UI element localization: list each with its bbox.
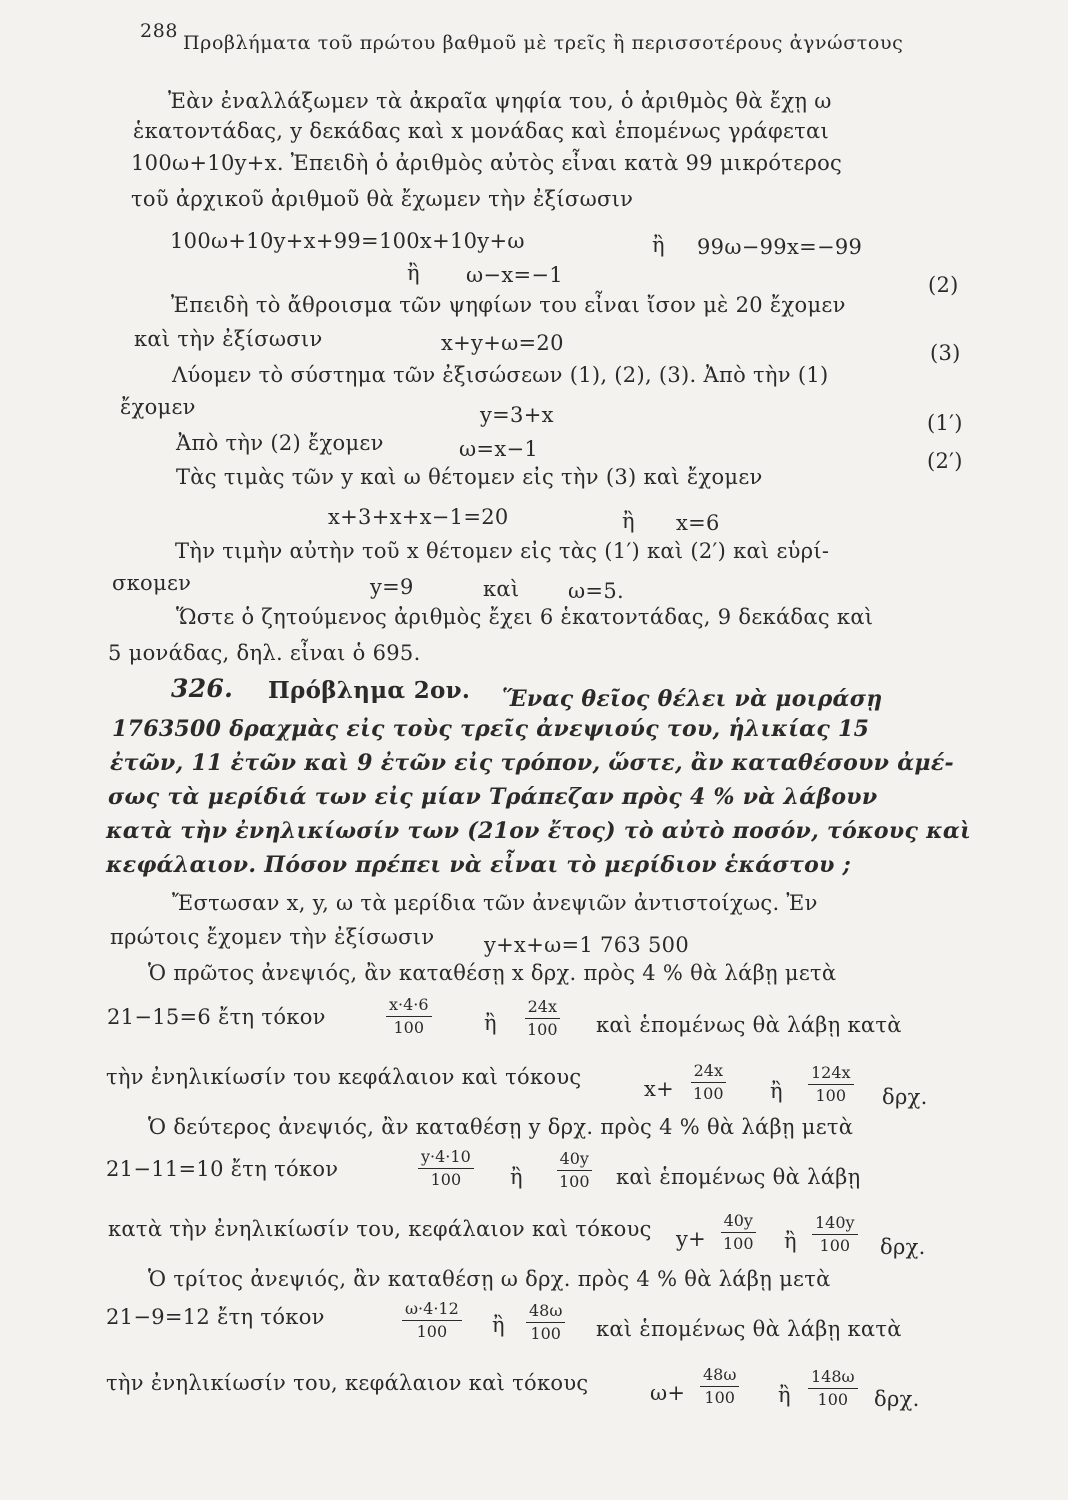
numerator: 40y <box>721 1212 756 1233</box>
text-line: 21−11=10 ἔτη τόκον <box>106 1157 339 1181</box>
text-line: 100ω+10y+x. Ἐπειδὴ ὁ ἀριθμὸς αὐτὸς εἶναι κατὰ 99 μικρότερος <box>131 151 843 175</box>
or-word: ἢ <box>784 1229 797 1253</box>
numerator: ω·4·12 <box>402 1300 462 1321</box>
numerator: 40y <box>557 1150 592 1171</box>
denominator: 100 <box>817 1390 849 1409</box>
problem-text: 1763500 δραχμὰς εἰς τοὺς τρεῖς ἀνεψιούς του, ἡλικίας 15 <box>112 716 870 742</box>
numerator: 48ω <box>526 1302 565 1323</box>
text-line: 21−9=12 ἔτη τόκον <box>106 1305 325 1329</box>
problem-label: Πρόβλημα 2ον. <box>268 677 471 704</box>
numerator: 124x <box>808 1064 854 1085</box>
equation: ω+ <box>650 1381 686 1405</box>
text-line: κατὰ τὴν ἐνηλικίωσίν του, κεφάλαιον καὶ τόκους <box>108 1217 652 1241</box>
text-line: Ἐπειδὴ τὸ ἄθροισμα τῶν ψηφίων του εἶναι ἴσον μὲ 20 ἔχομεν <box>171 293 846 317</box>
numerator: y·4·10 <box>418 1148 474 1169</box>
denominator: 100 <box>416 1322 448 1341</box>
text-line: Ἀπὸ τὴν (2) ἔχομεν <box>176 431 384 455</box>
problem-text: σως τὰ μερίδιά των εἰς μίαν Τράπεζαν πρὸς 4 % νὰ λάβουν <box>108 784 878 810</box>
unit: δρχ. <box>880 1235 926 1259</box>
problem-text: Ἕνας θεῖος θέλει νὰ μοιράσῃ <box>502 686 883 712</box>
equation: y+ <box>676 1227 707 1251</box>
numerator: 48ω <box>700 1366 739 1387</box>
text-line: καὶ τὴν ἐξίσωσιν <box>134 327 323 351</box>
or-word: ἢ <box>778 1383 791 1407</box>
denominator: 100 <box>559 1172 590 1191</box>
equation: y=9 <box>370 575 414 599</box>
numerator: 24x <box>525 998 560 1019</box>
problem-number: 326. <box>171 674 234 703</box>
equation-tag: (2) <box>928 273 959 297</box>
text-line: πρώτοις ἔχομεν τὴν ἐξίσωσιν <box>110 925 435 949</box>
text-line: Ἐὰν ἐναλλάξωμεν τὰ ἀκραῖα ψηφία του, ὁ ἀριθμὸς θὰ ἔχῃ ω <box>168 89 832 113</box>
text-line: καὶ ἑπομένως θὰ λάβῃ <box>616 1165 861 1189</box>
text-line: ἔχομεν <box>120 395 196 419</box>
equation-tag: (3) <box>930 341 961 365</box>
equation: ω=5. <box>568 579 624 603</box>
or-word: ἢ <box>652 233 665 257</box>
text-line: τὴν ἐνηλικίωσίν του κεφάλαιον καὶ τόκους <box>106 1065 582 1089</box>
fraction <box>808 1368 858 1409</box>
numerator: 148ω <box>808 1368 858 1389</box>
problem-text: ἐτῶν, 11 ἐτῶν καὶ 9 ἐτῶν εἰς τρόπον, ὥστε, ἂν καταθέσουν ἀμέ- <box>110 750 954 776</box>
or-word: ἢ <box>770 1079 783 1103</box>
fraction <box>524 998 561 1039</box>
fraction <box>812 1214 858 1255</box>
equation: ω=x−1 <box>459 437 539 461</box>
fraction <box>690 1062 727 1103</box>
text-line: Ἔστωσαν x, y, ω τὰ μερίδια τῶν ἀνεψιῶν ἀντιστοίχως. Ἐν <box>172 891 818 915</box>
text-line: Ὁ τρίτος ἀνεψιός, ἂν καταθέσῃ ω δρχ. πρὸς 4 % θὰ λάβῃ μετὰ <box>148 1267 831 1291</box>
denominator: 100 <box>430 1170 462 1189</box>
text-line: Τὴν τιμὴν αὐτὴν τοῦ x θέτομεν εἰς τὰς (1′) καὶ (2′) καὶ εὑρί- <box>175 539 830 563</box>
equation: x=6 <box>676 511 720 535</box>
denominator: 100 <box>704 1388 735 1407</box>
problem-text: κατὰ τὴν ἐνηλικίωσίν των (21ον ἔτος) τὸ αὐτὸ ποσόν, τόκους καὶ <box>106 818 972 844</box>
equation-tag: (2′) <box>927 449 963 473</box>
denominator: 100 <box>723 1234 754 1253</box>
text-line: καὶ ἑπομένως θὰ λάβῃ κατὰ <box>596 1317 902 1341</box>
text-line: Ὥστε ὁ ζητούμενος ἀριθμὸς ἔχει 6 ἑκατοντάδας, 9 δεκάδας καὶ <box>176 605 874 629</box>
denominator: 100 <box>815 1086 847 1105</box>
unit: δρχ. <box>882 1085 928 1109</box>
denominator: 100 <box>530 1324 561 1343</box>
equation: 99ω−99x=−99 <box>697 235 863 259</box>
fraction <box>556 1150 593 1191</box>
or-word: ἢ <box>407 261 420 285</box>
equation: y=3+x <box>480 403 554 427</box>
running-title: Προβλήματα τοῦ πρώτου βαθμοῦ μὲ τρεῖς ἢ περισσοτέρους ἀγνώστους <box>183 32 904 54</box>
fraction <box>402 1300 462 1341</box>
numerator: x·4·6 <box>386 996 432 1017</box>
text-line: Λύομεν τὸ σύστημα τῶν ἐξισώσεων (1), (2), (3). Ἀπὸ τὴν (1) <box>172 363 829 387</box>
text-line: Ὁ πρῶτος ἀνεψιός, ἂν καταθέσῃ x δρχ. πρὸς 4 % θὰ λάβῃ μετὰ <box>148 961 837 985</box>
fraction <box>720 1212 757 1253</box>
text-line: 21−15=6 ἔτη τόκον <box>107 1005 326 1029</box>
page-number: 288 <box>140 20 179 42</box>
or-word: ἢ <box>484 1011 497 1035</box>
fraction <box>808 1064 854 1105</box>
fraction <box>418 1148 474 1189</box>
text-line: καὶ ἑπομένως θὰ λάβῃ κατὰ <box>596 1013 902 1037</box>
text-line: τοῦ ἀρχικοῦ ἀριθμοῦ θὰ ἔχωμεν τὴν ἐξίσωσιν <box>131 187 634 211</box>
denominator: 100 <box>819 1236 851 1255</box>
equation: y+x+ω=1 763 500 <box>484 933 689 957</box>
equation-tag: (1′) <box>927 411 963 435</box>
equation: ω−x=−1 <box>466 263 563 287</box>
text-line: Ὁ δεύτερος ἀνεψιός, ἂν καταθέσῃ y δρχ. πρὸς 4 % θὰ λάβῃ μετὰ <box>148 1115 854 1139</box>
unit: δρχ. <box>874 1387 920 1411</box>
equation: x+ <box>644 1077 675 1101</box>
text-line: σκομεν <box>112 571 192 595</box>
denominator: 100 <box>527 1020 558 1039</box>
fraction <box>386 996 432 1037</box>
or-word: ἢ <box>510 1165 523 1189</box>
problem-text: κεφάλαιον. Πόσον πρέπει νὰ εἶναι τὸ μερίδιον ἑκάστου ; <box>106 852 852 878</box>
denominator: 100 <box>693 1084 724 1103</box>
text-line: Τὰς τιμὰς τῶν y καὶ ω θέτομεν εἰς τὴν (3) καὶ ἔχομεν <box>176 465 763 489</box>
equation: x+y+ω=20 <box>441 331 564 355</box>
numerator: 140y <box>812 1214 858 1235</box>
and-word: καὶ <box>483 577 520 601</box>
text-line: ἑκατοντάδας, y δεκάδας καὶ x μονάδας καὶ ἑπομένως γράφεται <box>133 119 830 143</box>
numerator: 24x <box>691 1062 726 1083</box>
text-line: 5 μονάδας, δηλ. εἶναι ὁ 695. <box>108 641 421 665</box>
or-word: ἢ <box>492 1313 505 1337</box>
fraction <box>700 1366 739 1407</box>
denominator: 100 <box>393 1018 425 1037</box>
equation: x+3+x+x−1=20 <box>328 505 509 529</box>
fraction <box>526 1302 565 1343</box>
or-word: ἢ <box>622 509 635 533</box>
equation: 100ω+10y+x+99=100x+10y+ω <box>170 229 525 253</box>
text-line: τὴν ἐνηλικίωσίν του, κεφάλαιον καὶ τόκους <box>106 1371 589 1395</box>
